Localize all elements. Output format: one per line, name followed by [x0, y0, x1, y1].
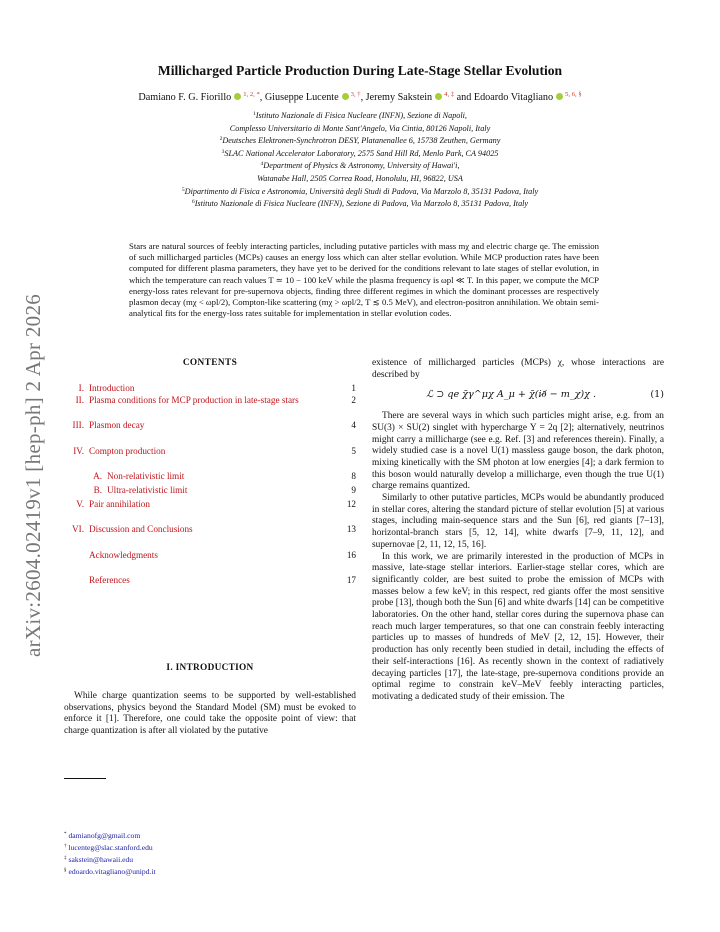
toc-entry-number: B. [93, 484, 102, 495]
footnote [64, 865, 156, 877]
toc-entry-label[interactable]: Pair annihilation [89, 498, 150, 509]
affiliation-line [0, 159, 720, 172]
equation-lagrangian: ℒ ⊃ qe χ̄γ^μχ A_μ + χ̄(i∂̸ − m_χ)χ . [426, 389, 597, 401]
affiliation-line [0, 185, 720, 198]
toc-entry[interactable] [64, 383, 356, 395]
affiliation-number: 2 [219, 136, 223, 143]
toc-entry-number [64, 575, 89, 587]
arxiv-identifier-sidebar [14, 265, 54, 685]
orcid-icon[interactable] [556, 93, 563, 100]
affiliation-text: Deutsches Elektronen-Synchrotron DESY, Platanenallee 6, 15738 Zeuthen, Germany [222, 136, 501, 146]
affiliation-number: 3 [221, 148, 225, 155]
toc-entry[interactable] [64, 499, 356, 511]
affiliation-line [0, 147, 720, 160]
footnote-mark: * [64, 832, 67, 837]
intro-continuation: existence of millicharged particles (MCPs) χ, whose interactions are described by [372, 358, 664, 380]
author-name: Giuseppe Lucente [264, 92, 339, 103]
affiliation-line [0, 134, 720, 147]
toc-entry[interactable] [64, 575, 356, 587]
footnote [64, 853, 156, 865]
affiliation-line [0, 109, 720, 122]
toc-entry-label[interactable]: References [89, 575, 130, 586]
footnote-mark: § [64, 868, 67, 873]
affiliation-number: 5 [181, 186, 185, 193]
toc-entry-label[interactable]: Ultra-relativistic limit [107, 484, 188, 495]
author-email-link[interactable]: edoardo.vitagliano@unipd.it [68, 867, 156, 876]
affiliation-text: Istituto Nazionale di Fisica Nucleare (INFN), Sezione di Padova, Via Marzolo 8, 35131 Padova, Italy [194, 199, 529, 209]
author-email-link[interactable]: lucenteg@slac.stanford.edu [68, 843, 153, 852]
toc-entry[interactable] [64, 446, 356, 458]
toc-entry-number: IV. [73, 445, 84, 456]
footnote [64, 829, 156, 841]
footnote-mark: ‡ [64, 856, 67, 861]
right-column [372, 358, 664, 704]
affiliation-line [0, 122, 720, 135]
toc-heading: CONTENTS [182, 358, 238, 368]
paragraph-mcp-origins: There are several ways in which such particles might arise, e.g. from an SU(3) × SU(2) singlet with hypercharge Y = 2q [2]; alternatively, neutrinos might carry a millicharge (see e.g. Ref. [3] and references therein). Finally, a widely studied case is a novel U(1) massless gauge boson, the dark photon, mixing kinetically with the SM photon at low energies [4]; a dark fermion to this boson would naturally develop a millicharge, even though the true U(1) charge remains quantized. [372, 411, 664, 492]
footnote [64, 841, 156, 853]
paragraph-this-work: In this work, we are primarily interested in the production of MCPs in massive, late-stage stellar interiors. Earlier-stage stellar cores, which are significantly colder, are best suited to probe the emission of MCPs with masses below a few keV; in this respect, red giants offer the most sensitive probe [13], though both the Sun [6] and white dwarfs [14] can be competitive laboratories. On the other hand, stellar cores during the supernova phase can reach much larger temperatures, so that one can constrain feebly interacting particles up to masses of hundreds of MeV [2, 12, 15]. However, their production has only recently been studied in detail, including the effects of their self-interactions [16]. As recently shown in the context of radiatively decaying particles [17], the late-stage, pre-supernova conditions provide an optimal regime to constrain keV–MeV feebly interacting particles, motivating a dedicated study of their emission. The [372, 551, 664, 702]
toc-entry-label[interactable]: Plasmon decay [89, 420, 145, 431]
section-heading-introduction: I. INTRODUCTION [166, 663, 254, 673]
affiliation-number: 1 [253, 111, 256, 117]
toc-entry[interactable] [64, 420, 356, 432]
author-name: Edoardo Vitagliano [473, 92, 554, 103]
toc-entry-page: 9 [351, 484, 356, 495]
toc-entry-number: III. [72, 420, 84, 431]
orcid-icon[interactable] [234, 93, 241, 100]
footnote-mark: † [64, 844, 67, 849]
author-email-link[interactable]: damianofg@gmail.com [68, 831, 141, 840]
toc-entry-label[interactable]: Plasma conditions for MCP production in late-stage stars [89, 394, 299, 405]
toc-entry-number: V. [76, 498, 84, 509]
toc-entry-page: 17 [346, 575, 356, 586]
toc-entry-number: II. [75, 394, 84, 405]
arxiv-id-text: arXiv:2604.02419v1 [hep-ph] 2 Apr 2026 [21, 293, 46, 657]
affiliation-text: Complesso Universitario di Monte Sant'Angelo, Via Cintia, 80126 Napoli, Italy [229, 123, 491, 133]
toc-entry[interactable] [64, 485, 356, 497]
affiliation-text: SLAC National Accelerator Laboratory, 2575 Sand Hill Rd, Menlo Park, CA 94025 [224, 148, 499, 158]
toc-entry-page: 8 [351, 471, 356, 482]
toc-entry[interactable] [64, 550, 356, 562]
toc-entry-label[interactable]: Discussion and Conclusions [89, 524, 193, 535]
author-separator: , [360, 92, 366, 103]
author-affiliation-marker: 3, † [350, 91, 361, 98]
equation-number: (1) [650, 389, 664, 401]
toc-entry-page: 1 [351, 383, 356, 393]
affiliation-line [0, 172, 720, 185]
affiliation-number: 4 [260, 161, 264, 168]
intro-paragraph-left: While charge quantization seems to be supported by well-established observations, physics beyond the Standard Model (SM) must be evoked to enforce it [1]. Therefore, one could take the opposite point of view: that charge quantization is after all violated by the putative [64, 691, 356, 737]
footnote-rule [64, 778, 106, 779]
toc-list [64, 383, 356, 587]
paragraph-stellar-production: Similarly to other putative particles, MCPs would be abundantly produced in stellar cores, altering the standard picture of stellar evolution [5] at various stages, including main-sequence stars and the Sun [6], red giants [7–13], horizontal-branch stars [5, 12, 14], white dwarfs [7–9, 11, 12], and supernovae [2, 11, 12, 15, 16]. [372, 493, 664, 550]
paper-title: Millicharged Particle Production During Late-Stage Stellar Evolution [157, 63, 563, 78]
toc-entry-page: 4 [351, 420, 356, 431]
toc-entry-page: 12 [346, 498, 356, 509]
affiliation-text: Department of Physics & Astronomy, University of Hawai'i, [263, 161, 460, 171]
author-affiliation-marker: 5, 6, § [565, 91, 582, 98]
author-email-link[interactable]: sakstein@hawaii.edu [68, 855, 134, 864]
toc-entry-page: 5 [351, 445, 356, 456]
table-of-contents [64, 358, 356, 601]
toc-entry-label[interactable]: Non-relativistic limit [107, 471, 185, 482]
toc-entry-number: VI. [72, 524, 84, 535]
toc-entry[interactable] [64, 471, 356, 483]
toc-entry[interactable] [64, 395, 356, 407]
equation-1 [372, 389, 664, 401]
author-separator: and [454, 92, 474, 103]
toc-entry-label[interactable]: Introduction [89, 383, 135, 393]
toc-entry[interactable] [64, 524, 356, 536]
toc-entry-label[interactable]: Acknowledgments [89, 549, 158, 560]
affiliation-line [0, 197, 720, 210]
author-affiliation-marker: 4, ‡ [444, 91, 455, 98]
toc-entry-page: 2 [351, 394, 356, 405]
affiliation-text: Watanabe Hall, 2505 Correa Road, Honolulu, HI, 96822, USA [257, 173, 463, 183]
affiliation-text: Istituto Nazionale di Fisica Nucleare (INFN), Sezione di Napoli, [255, 111, 467, 120]
author-list [0, 91, 720, 103]
affiliation-text: Dipartimento di Fisica e Astronomia, Università degli Studi di Padova, Via Marzolo 8, 35131 Padova, Italy [184, 186, 539, 196]
orcid-icon[interactable] [435, 93, 442, 100]
author-name: Jeremy Sakstein [365, 92, 433, 103]
footnotes [64, 829, 156, 877]
toc-entry-number: I. [78, 383, 84, 393]
toc-entry-number [64, 550, 89, 562]
affiliation-number: 6 [191, 199, 195, 206]
author-separator: , [259, 92, 265, 103]
toc-entry-page: 16 [346, 549, 356, 560]
affiliations [0, 109, 720, 210]
orcid-icon[interactable] [342, 93, 349, 100]
author-affiliation-marker: 1, 2, * [243, 91, 260, 98]
toc-entry-label[interactable]: Compton production [89, 445, 166, 456]
abstract: Stars are natural sources of feebly interacting particles, including putative particles with mass mχ and electric charge qe. The emission of such millicharged particles (MCPs) causes an energy loss which can alter stellar evolution. While MCP production rates have been computed for different plasma parameters, they have yet to be derived for the conditions relevant to late stages of stellar evolution, in which the temperature can reach values T ≃ 10 − 100 keV while the plasma frequency is ωpl ≪ T. In this paper, we compute the MCP energy-loss rates relevant for pre-supernova objects, finding three different regimes in which the dominant processes are respectively plasmon decay (mχ < ωpl/2), Compton-like scattering (mχ > ωpl/2, T ≲ 0.5 MeV), and electron-positron annihilation. We obtain semi-analytical fits for the energy-loss rates suitable for implementation in stellar evolution codes. [129, 241, 599, 319]
author-name: Damiano F. G. Fiorillo [138, 92, 232, 103]
toc-entry-page: 13 [346, 524, 356, 535]
toc-entry-number: A. [93, 471, 102, 482]
